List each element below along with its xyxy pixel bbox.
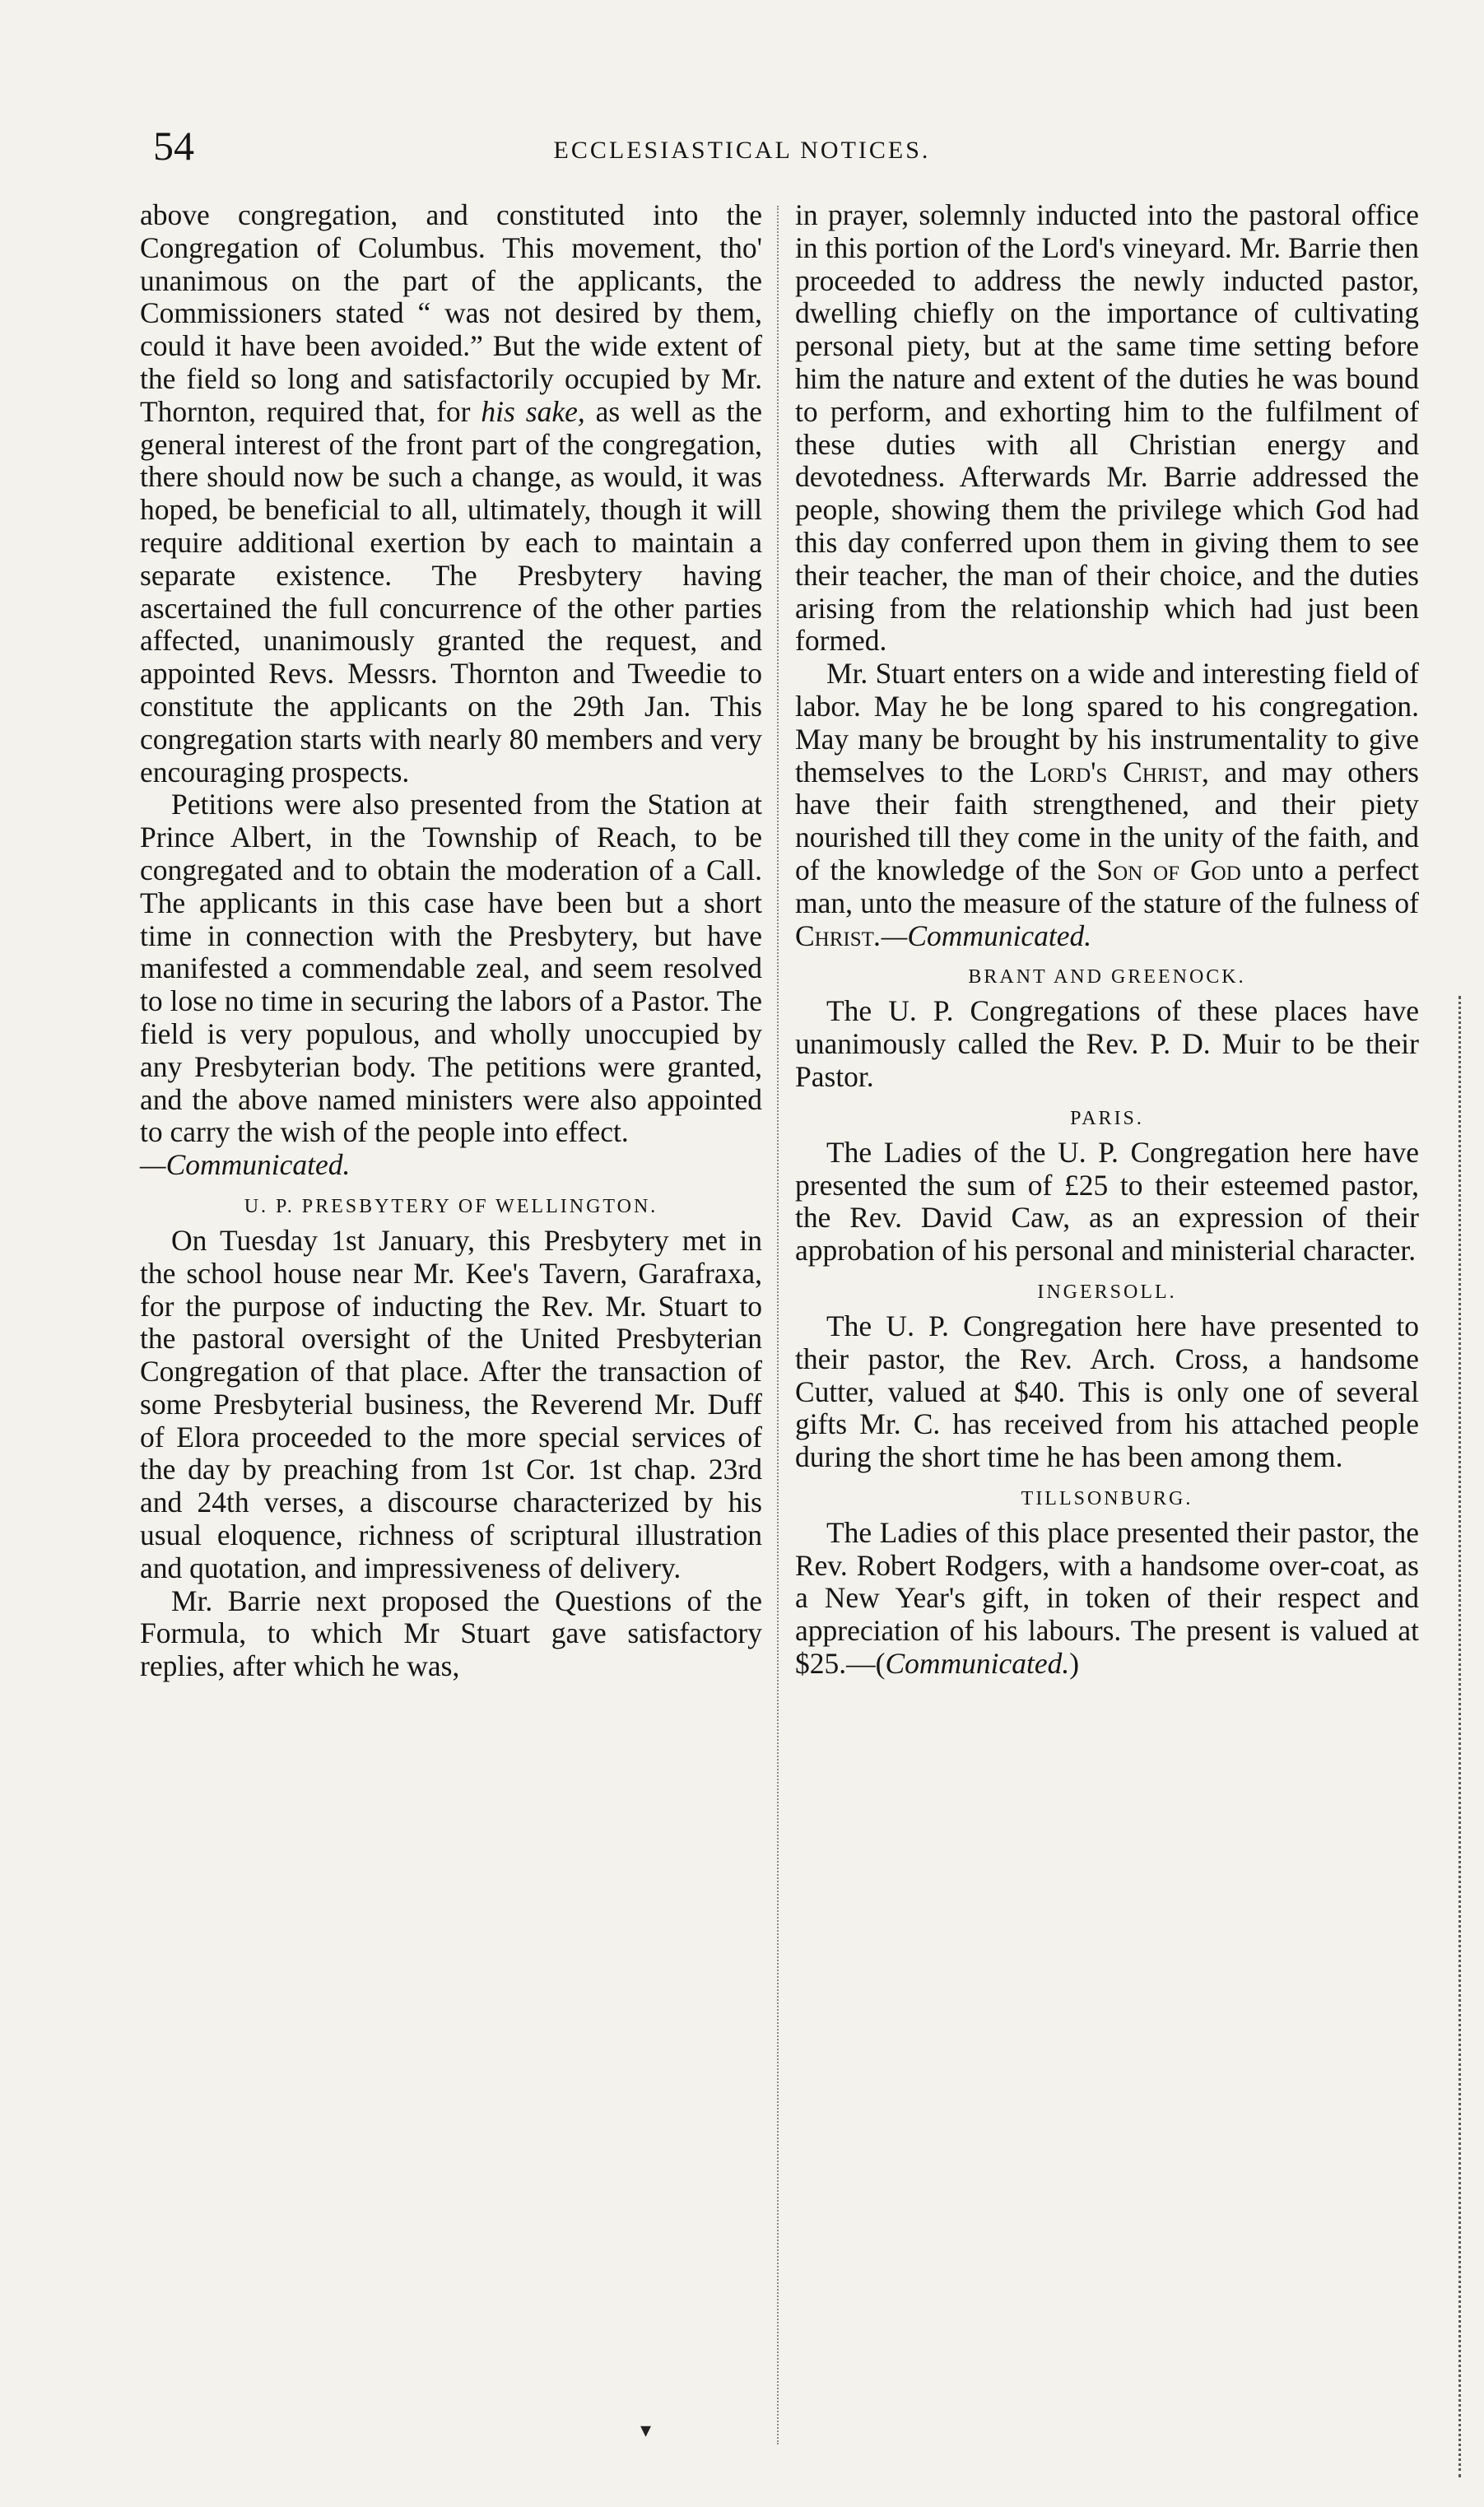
small-caps-text: Lord's Christ (1029, 755, 1203, 788)
section-heading: BRANT AND GREENOCK. (968, 966, 1246, 988)
italic-text: his sake, (481, 394, 585, 428)
paragraph (140, 788, 762, 1149)
paragraph-text: ) (1069, 1647, 1080, 1681)
paragraph-text: Petitions were also presented from the Station at Prince Albert, in the Township of Reach, to be congregated and to obtain the moderation of a Call. The applicants in this case have been but a short time in connection with the Presbytery, but have manifested a commendable zeal, and seem resolved to lose no time in securing the labors of a Pastor. The field is very populous, and wholly unoccupied by any Presbyterian body. The petitions were granted, and the above named ministers were also appointed to carry the wish of the people into effect. (140, 788, 762, 1149)
page-number: 54 (153, 123, 194, 169)
paragraph-text: , and may others have their faith strengthened, and their piety nourished till they come in the unity of the faith, and of the knowledge of the (795, 755, 1419, 886)
paragraph-text: The Ladies of this place presented their pastor, the Rev. Robert Rodgers, with a handsome over-coat, as a New Year's gift, in token of their respect and appreciation of his labours. The present is valued at $25.—( (795, 1515, 1419, 1681)
section-heading: PARIS. (1070, 1107, 1144, 1129)
paragraph: On Tuesday 1st January, this Presbytery met in the school house near Mr. Kee's Tavern, Garafraxa, for the purpose of inducting the Rev. Mr. Stuart to the pastoral oversight of the United Presbyterian Congregation of that place. After the transaction of some Presbyterial business, the Reverend Mr. Duff of Elora proceeded to the more special services of the day by preaching from 1st Cor. 1st chap. 23rd and 24th verses, a discourse characterized by his usual eloquence, richness of scriptural illustration and quotation, and impressiveness of delivery. (140, 1223, 762, 1584)
paragraph-text: unto a perfect man, unto the measure of the stature of the fulness of (795, 853, 1419, 919)
signature: —Communicated. (140, 1148, 351, 1182)
section-heading: INGERSOLL. (1037, 1281, 1177, 1303)
running-title: ECCLESIASTICAL NOTICES. (553, 137, 931, 164)
column-divider (777, 206, 779, 2444)
paragraph (795, 658, 1419, 952)
paragraph-text: as well as the general interest of the front part of the congregation, there should now be such a change, as would, it was hoped, be beneficial to all, ultimately, though it will require additional exertion by each to maintain a separate existence. The Presbytery having ascertained the full concurrence of the other parties affected, unanimously granted the request, and appointed Revs. Messrs. Thornton and Tweedie to constitute the applicants on the 29th Jan. This congregation starts with nearly 80 members and very encouraging prospects. (140, 394, 762, 788)
paragraph (795, 1517, 1419, 1681)
paragraph-text: above congregation, and constituted into the Congregation of Columbus. This movement, tho' unanimous on the part of the applicants, the Commissioners stated “ was not desired by them, could it have been avoided.” But the wide extent of the field so long and satisfactorily occupied by Mr. Thornton, required that, for (140, 198, 762, 428)
signature: Communicated. (885, 1647, 1070, 1681)
right-column (795, 199, 1419, 1681)
paragraph: in prayer, solemnly inducted into the pastoral office in this portion of the Lord's vineyard. Mr. Barrie then proceeded to address the newly inducted pastor, dwelling chiefly on the importance of cultivating personal piety, but at the same time setting before him the nature and extent of the duties he was bound to perform, and exhorting him to the fulfilment of these duties with all Christian energy and devotedness. Afterwards Mr. Barrie addressed the people, showing them the privilege which God had this day conferred upon them in giving them to see their teacher, the man of their choice, and the duties arising from the relationship which had just been formed. (795, 198, 1419, 658)
small-caps-text: Christ (795, 919, 874, 952)
left-column (140, 199, 762, 1683)
paragraph: The U. P. Congregation here have presented to their pastor, the Rev. Arch. Cross, a handsome Cutter, valued at $40. This is only one of several gifts Mr. C. has received from his attached people during the short time he has been among them. (795, 1309, 1419, 1474)
binding-edge-mark (1458, 996, 1461, 2477)
signature: .—Communicated. (873, 919, 1092, 952)
paragraph (140, 199, 762, 788)
paragraph: The Ladies of the U. P. Congregation here have presented the sum of £25 to their esteemed pastor, the Rev. David Caw, as an expression of their approbation of his personal and ministerial character. (795, 1135, 1419, 1267)
section-heading: TILLSONBURG. (1021, 1487, 1193, 1509)
printer-ornament-icon: ▾ (640, 2418, 652, 2442)
paragraph: The U. P. Congregations of these places have unanimously called the Rev. P. D. Muir to be their Pastor. (795, 994, 1419, 1093)
paragraph-text: Mr. Stuart enters on a wide and interesting field of labor. May he be long spared to his congregation. May many be brought by his instrumentality to give themselves to the (795, 657, 1419, 788)
paragraph: Mr. Barrie next proposed the Questions of the Formula, to which Mr Stuart gave satisfactory replies, after which he was, (140, 1584, 762, 1683)
section-heading: U. P. PRESBYTERY OF WELLINGTON. (244, 1195, 658, 1217)
small-caps-text: Son of God (1096, 853, 1241, 886)
